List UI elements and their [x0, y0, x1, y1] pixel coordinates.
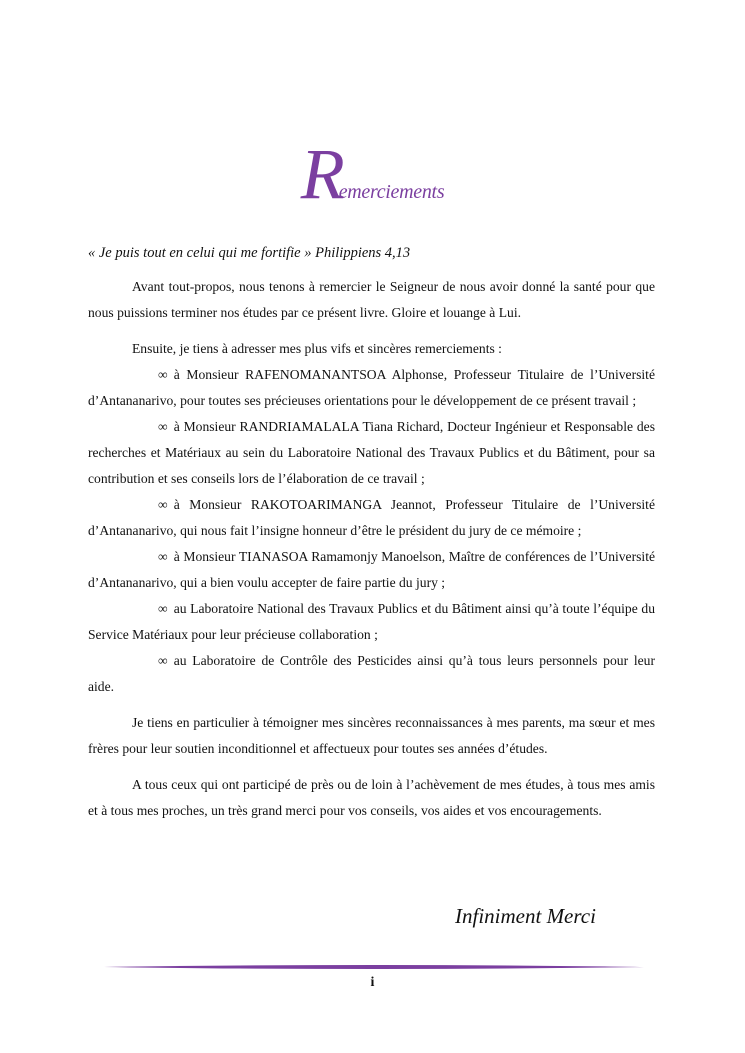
page-number: i — [370, 975, 375, 990]
list-item — [88, 492, 655, 544]
list-item — [88, 414, 655, 492]
infinity-icon: ∞ — [158, 367, 168, 382]
list-item-text: au Laboratoire National des Travaux Publics et du Bâtiment ainsi qu’à toute l’équipe du Service Matériaux pour leur précieuse collaboration ; — [88, 601, 655, 642]
list-item — [88, 544, 655, 596]
list-item-text: à Monsieur RAFENOMANANTSOA Alphonse, Professeur Titulaire de l’Université d’Antananarivo, pour toutes ses précieuses orientations pour le développement de ce présent travail ; — [88, 367, 655, 408]
epigraph: « Je puis tout en celui qui me fortifie » Philippiens 4,13 — [88, 245, 411, 261]
decorative-divider — [104, 964, 644, 970]
paragraph-intro: Avant tout-propos, nous tenons à remercier le Seigneur de nous avoir donné la santé pour que nous puissions terminer nos études par ce présent livre. Gloire et louange à Lui. — [88, 279, 655, 320]
list-item-text: à Monsieur TIANASOA Ramamonjy Manoelson, Maître de conférences de l’Université d’Antananarivo, qui a bien voulu accepter de faire partie du jury ; — [88, 549, 655, 590]
paragraph-family: Je tiens en particulier à témoigner mes sincères reconnaissances à mes parents, ma sœur et mes frères pour leur soutien inconditionnel et affectueux pour toutes ses années d’études. — [88, 715, 655, 756]
infinity-icon: ∞ — [158, 653, 168, 668]
infinity-icon: ∞ — [158, 497, 168, 512]
paragraph-thanks-lead: Ensuite, je tiens à adresser mes plus vifs et sincères remerciements : — [132, 341, 502, 356]
list-item — [88, 362, 655, 414]
signature: Infiniment Merci — [455, 904, 596, 928]
infinity-icon: ∞ — [158, 549, 168, 564]
infinity-icon: ∞ — [158, 419, 168, 434]
list-item-text: au Laboratoire de Contrôle des Pesticides ainsi qu’à tous leurs personnels pour leur aide. — [88, 653, 655, 694]
infinity-icon: ∞ — [158, 601, 168, 616]
title-initial: R — [300, 134, 345, 214]
list-item-text: à Monsieur RAKOTOARIMANGA Jeannot, Professeur Titulaire de l’Université d’Antananarivo, qui nous fait l’insigne honneur d’être le président du jury de ce mémoire ; — [88, 497, 655, 538]
document-body — [88, 274, 655, 834]
list-item-text: à Monsieur RANDRIAMALALA Tiana Richard, Docteur Ingénieur et Responsable des recherches et Matériaux au sein du Laboratoire National des Travaux Publics et du Bâtiment, pour sa contribution et ses conseils lors de l’élaboration de ce travail ; — [88, 419, 655, 486]
page-title — [0, 134, 745, 214]
list-item — [88, 648, 655, 700]
list-item — [88, 596, 655, 648]
title-rest: emerciements — [338, 181, 445, 203]
paragraph-friends: A tous ceux qui ont participé de près ou de loin à l’achèvement de mes études, à tous mes amis et à tous mes proches, un très grand merci pour vos conseils, vos aides et vos encouragements. — [88, 777, 655, 818]
